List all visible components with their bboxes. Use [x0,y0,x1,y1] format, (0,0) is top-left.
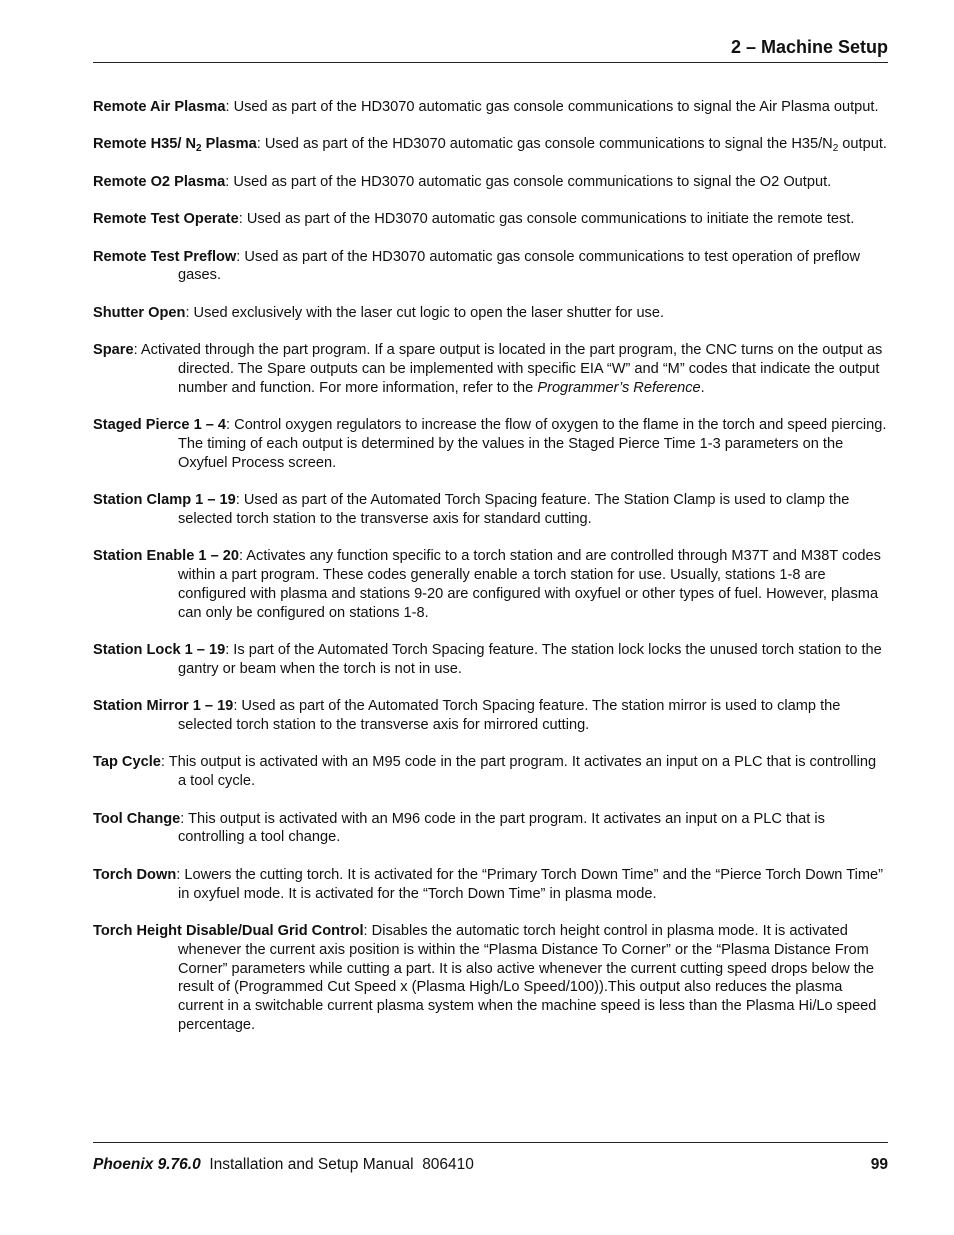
definition: : Lowers the cutting torch. It is activated for the “Primary Torch Down Time” and the “Pierce Torch Down Time” in oxyfuel mode. It is activated for the “Torch Down Time” in plasma mode. [176,866,883,902]
term: Station Lock 1 – 19 [93,642,226,659]
list-item [93,135,888,154]
definition: : Used as part of the HD3070 automatic gas console communications to initiate the remote test. [238,211,855,228]
page-header [93,36,888,63]
section-title: 2 – Machine Setup [730,37,888,57]
term: Station Clamp 1 – 19 [93,492,236,509]
definition-part: : Used as part of the HD3070 automatic gas console communications to signal the H35/N [256,136,833,153]
term: Shutter Open [93,304,186,321]
definition: : Used as part of the HD3070 automatic gas console communications to signal the O2 Output. [225,173,832,190]
list-item [93,210,888,229]
definition: : Activates any function specific to a torch station and are controlled through M37T and M38T codes within a part program. These codes generally enable a torch station for use. Usually, stations 1-8 are configured with plasma and stations 9-20 are configured with oxyfuel or other types of fuel. However, plasma can only be configured on stations 1-8. [178,548,881,621]
term-part: Plasma [201,136,257,153]
term: Remote Test Operate [93,211,239,228]
definition: : Used exclusively with the laser cut logic to open the laser shutter for use. [185,304,665,321]
reference-title: Programmer’s Reference [537,379,701,396]
definition-list [93,98,888,1053]
product-name: Phoenix 9.76.0 [93,1156,201,1173]
list-item [93,416,888,472]
term: Station Mirror 1 – 19 [93,698,234,715]
list-item [93,491,888,529]
list-item [93,547,888,622]
definition-end: . [700,379,705,396]
list-item [93,697,888,735]
term: Remote Test Preflow [93,248,237,265]
definition: : Used as part of the HD3070 automatic gas console communications to test operation of preflow gases. [178,248,861,284]
term: Remote Air Plasma [93,99,226,115]
definition: : Control oxygen regulators to increase the flow of oxygen to the flame in the torch and speed piercing. The timing of each output is determined by the values in the Staged Pierce Time 1-3 parameters on the Oxyfuel Process screen. [178,417,887,471]
list-item [93,922,888,1035]
list-item [93,248,888,286]
definition-part: output. [838,136,887,153]
definition: : This output is activated with an M95 code in the part program. It activates an input on a PLC that is controlling a tool cycle. [160,754,877,790]
list-item [93,866,888,904]
term: Staged Pierce 1 – 4 [93,417,227,434]
term: Spare [93,342,134,359]
manual-title: Installation and Setup Manual [209,1156,414,1173]
list-item [93,98,888,117]
term: Torch Down [93,866,177,883]
term [93,136,257,155]
list-item [93,641,888,679]
subscript: 2 [196,143,202,155]
definition: : Used as part of the Automated Torch Spacing feature. The station mirror is used to clamp the selected torch station to the transverse axis for mirrored cutting. [178,698,841,734]
definition: : Disables the automatic torch height control in plasma mode. It is activated whenever the current axis position is within the “Plasma Distance To Corner” or the “Plasma Distance From Corner” parameters while cutting a part. It is also active whenever the current cutting speed drops below the result of (Programmed Cut Speed x (Plasma High/Lo Speed/100)).This output also reduces the plasma current in a switchable current plasma system when the machine speed is less than the Plasma Hi/Lo speed percentage. [178,923,877,1033]
list-item [93,304,888,323]
list-item [93,173,888,192]
list-item [93,810,888,848]
term: Tap Cycle [93,754,161,771]
definition: : Used as part of the HD3070 automatic gas console communications to signal the Air Plasma output. [225,99,879,115]
definition: : This output is activated with an M96 code in the part program. It activates an input on a PLC that is controlling a tool change. [178,810,825,846]
document-number: 806410 [422,1156,474,1173]
term: Torch Height Disable/Dual Grid Control [93,923,364,940]
list-item [93,341,888,397]
definition: : Is part of the Automated Torch Spacing feature. The station lock locks the unused torch station to the gantry or beam when the torch is not in use. [178,642,882,677]
term: Tool Change [93,810,181,827]
term-part: Remote H35/ N [93,136,196,153]
term: Station Enable 1 – 20 [93,548,239,565]
page-footer [93,1142,888,1175]
list-item [93,753,888,791]
page-number: 99 [870,1156,888,1173]
subscript: 2 [832,143,839,155]
definition [256,136,887,155]
definition: : Used as part of the Automated Torch Spacing feature. The Station Clamp is used to clamp the selected torch station to the transverse axis for standard cutting. [178,492,850,527]
term: Remote O2 Plasma [93,173,226,190]
definition: : Activated through the part program. If a spare output is located in the part program, the CNC turns on the output as directed. The Spare outputs can be implemented with specific EIA “W” and “M” codes that indicate the output number and function. For more information, refer to the [133,342,883,396]
